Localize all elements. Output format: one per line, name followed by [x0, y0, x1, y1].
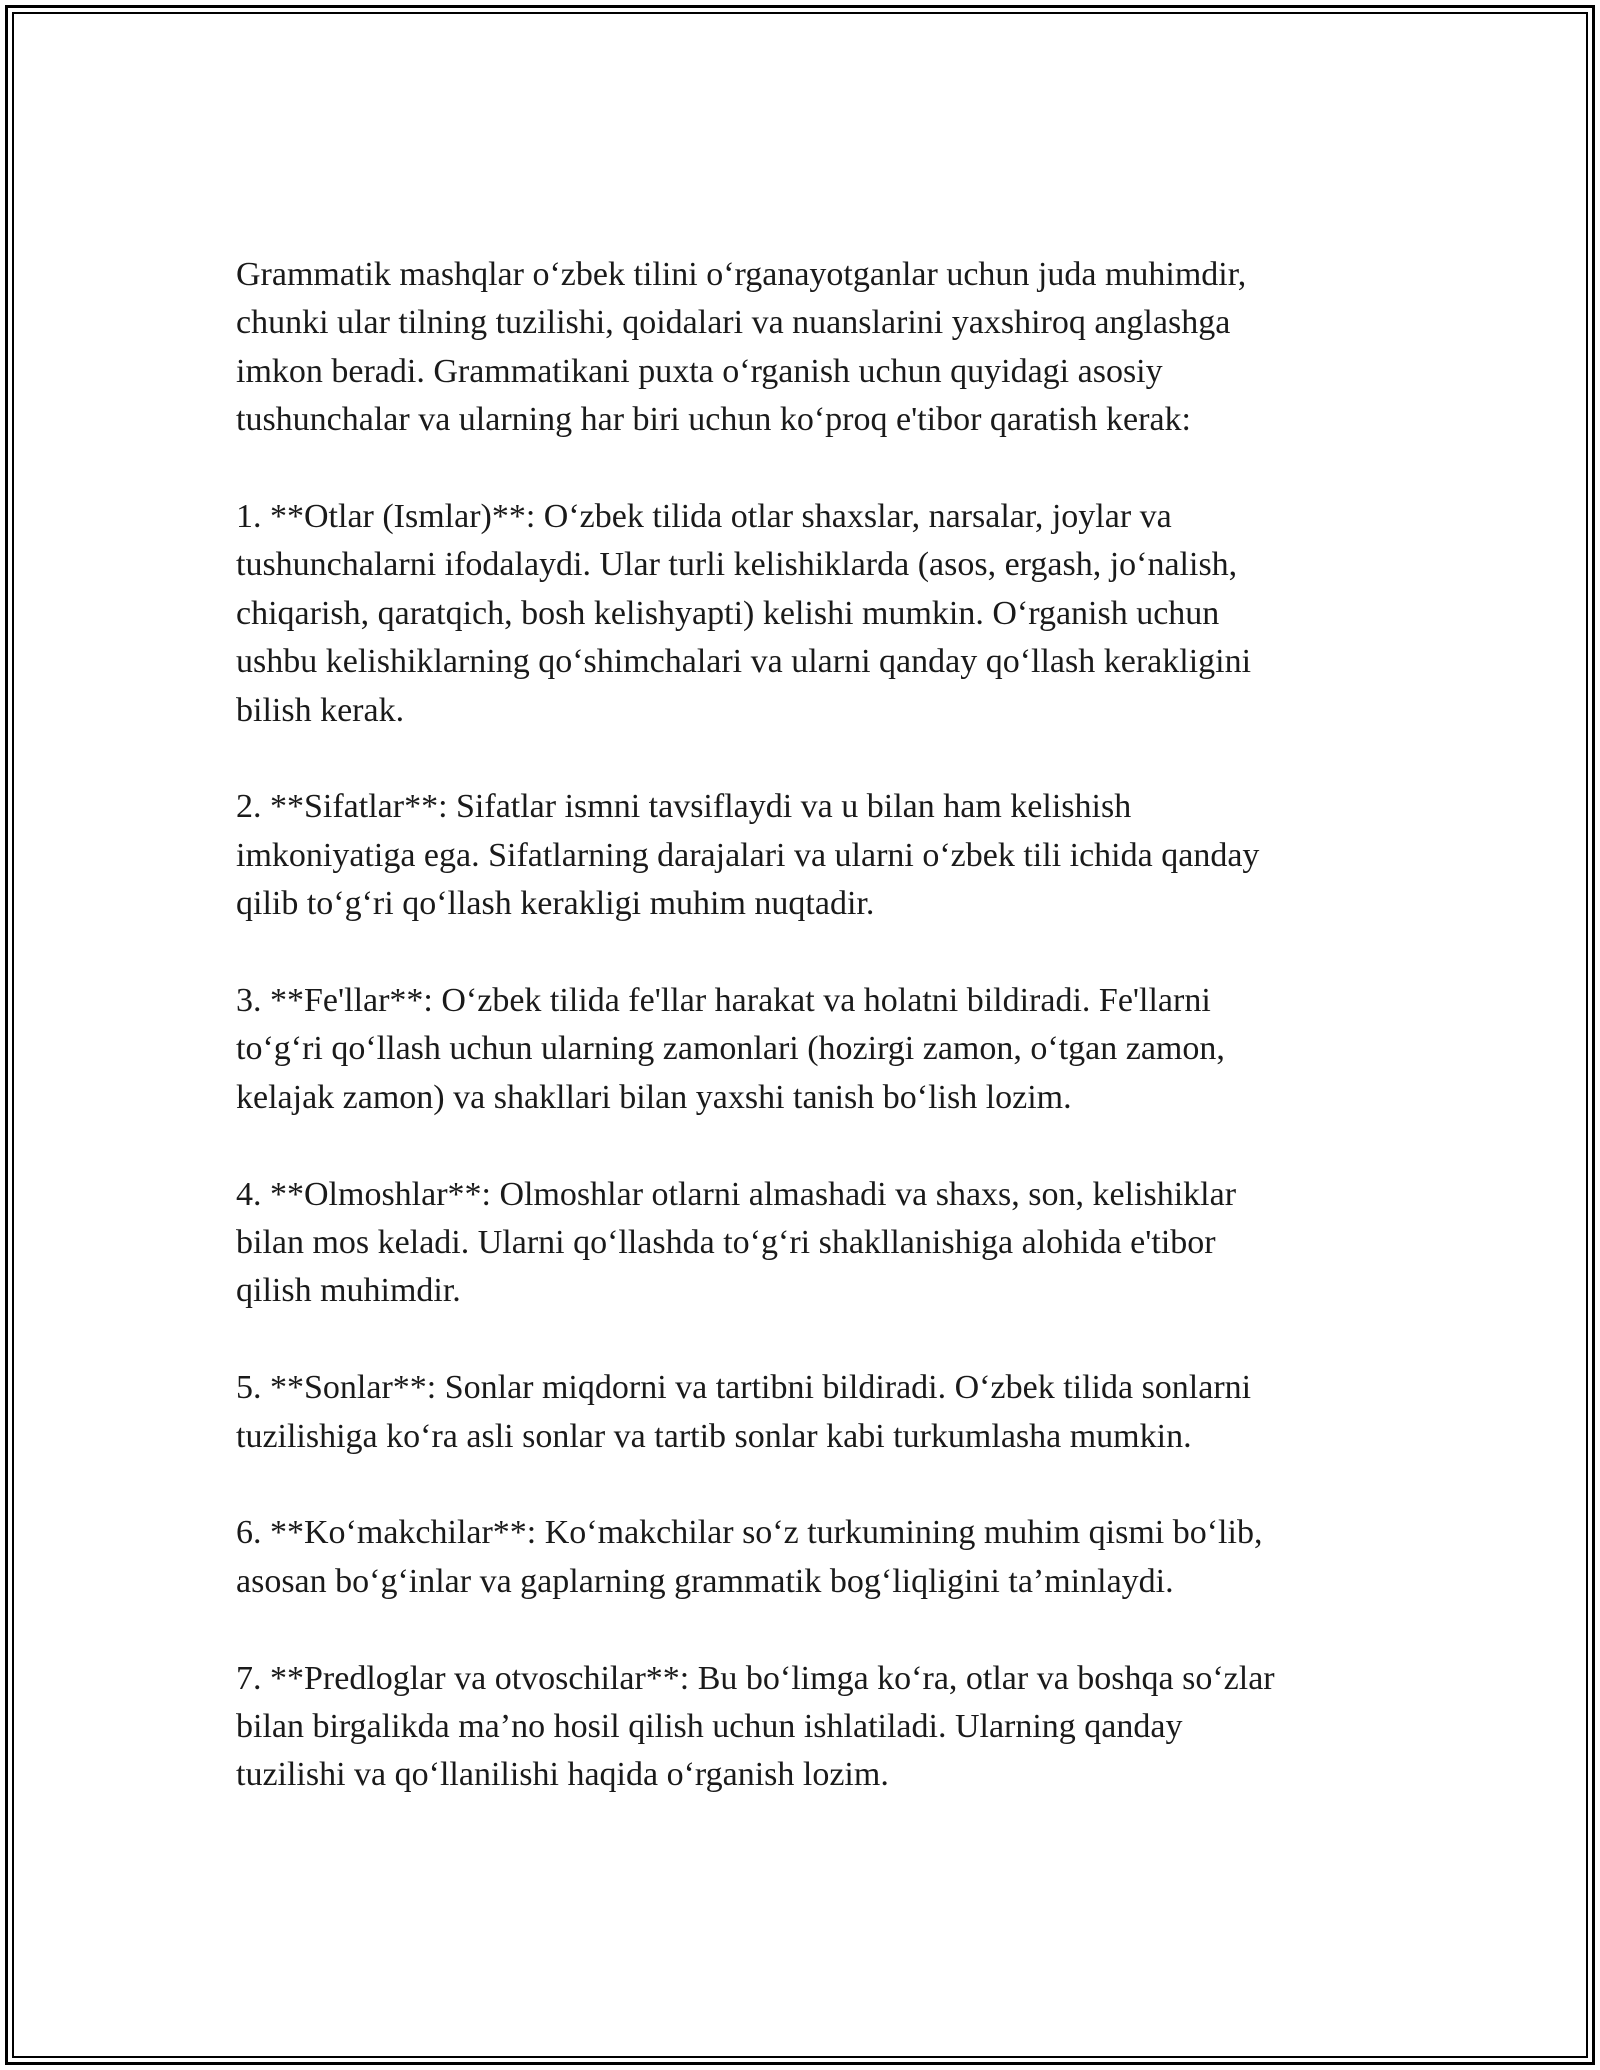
intro-paragraph: Grammatik mashqlar o‘zbek tilini o‘rganayotganlar uchun juda muhimdir, chunki ular tilning tuzilishi, qoidalari va nuanslarini yaxshiroq anglashga imkon beradi. Grammatikani puxta o‘rganish uchun quyidagi asosiy tushunchalar va ularning har biri uchun ko‘proq e'tibor qaratish kerak:	[236, 256, 1247, 439]
list-item-sifatlar: 2. **Sifatlar**: Sifatlar ismni tavsiflaydi va u bilan ham kelishish imkoniyatiga ega. Sifatlarning darajalari va ularni o‘zbek tili ichida qanday qilib to‘g‘ri qo‘llash kerakligi muhim nuqtadir.	[236, 788, 1260, 923]
document-body	[236, 251, 1386, 1800]
list-item-fellar: 3. **Fe'llar**: O‘zbek tilida fe'llar harakat va holatni bildiradi. Fe'llarni to‘g‘ri qo‘llash uchun ularning zamonlari (hozirgi zamon, o‘tgan zamon, kelajak zamon) va shakllari bilan yaxshi tanish bo‘lish lozim.	[236, 982, 1225, 1116]
list-item-komakchilar: 6. **Ko‘makchilar**: Ko‘makchilar so‘z turkumining muhim qismi bo‘lib, asosan bo‘g‘inlar va gaplarning grammatik bog‘liqligini ta’minlaydi.	[236, 1514, 1263, 1600]
list-item-predloglar: 7. **Predloglar va otvoschilar**: Bu bo‘limga ko‘ra, otlar va boshqa so‘zlar bilan birgalikda ma’no hosil qilish uchun ishlatiladi. Ularning qanday tuzilishi va qo‘llanilishi haqida o‘rganish lozim.	[236, 1659, 1275, 1794]
list-item-otlar: 1. **Otlar (Ismlar)**: O‘zbek tilida otlar shaxslar, narsalar, joylar va tushunchalarni ifodalaydi. Ular turli kelishiklarda (asos, ergash, jo‘nalish, chiqarish, qaratqich, bosh kelishyapti) kelishi mumkin. O‘rganish uchun ushbu kelishiklarning qo‘shimchalari va ularni qanday qo‘llash kerakligini bilish kerak.	[236, 498, 1252, 729]
list-item-sonlar: 5. **Sonlar**: Sonlar miqdorni va tartibni bildiradi. O‘zbek tilida sonlarni tuzilishiga ko‘ra asli sonlar va tartib sonlar kabi turkumlasha mumkin.	[236, 1369, 1252, 1455]
list-item-olmoshlar: 4. **Olmoshlar**: Olmoshlar otlarni almashadi va shaxs, son, kelishiklar bilan mos keladi. Ularni qo‘llashda to‘g‘ri shakllanishiga alohida e'tibor qilish muhimdir.	[236, 1175, 1237, 1310]
